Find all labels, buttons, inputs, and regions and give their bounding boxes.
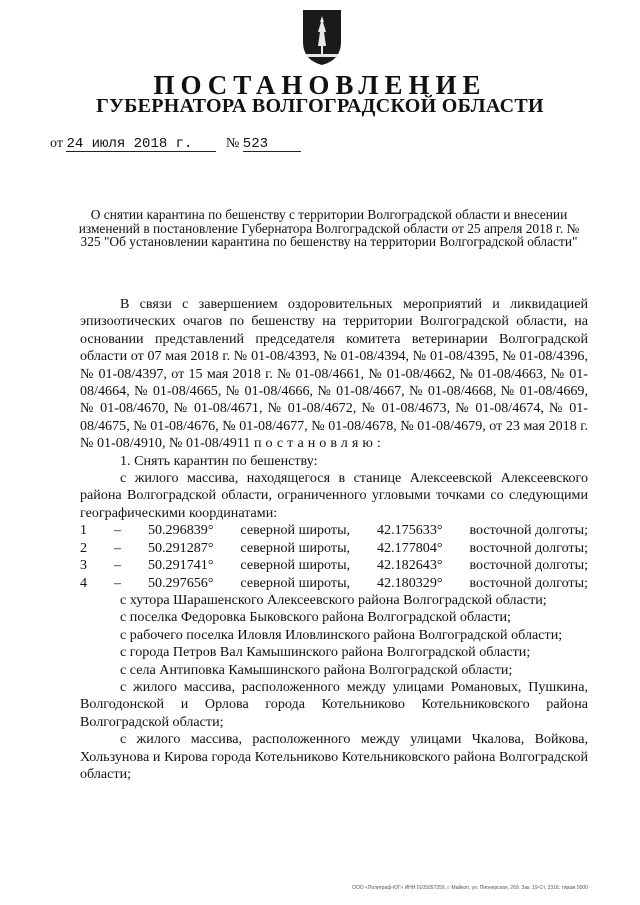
coordinate-row: 2 – 50.291287° северной широты, 42.177804° восточной долготы; bbox=[80, 539, 588, 556]
number-label: № bbox=[225, 136, 240, 151]
document-body bbox=[80, 296, 588, 783]
place-item: с села Антиповка Камышинского района Волгоградской области; bbox=[120, 661, 513, 678]
item-1-heading: 1. Снять карантин по бешенству: bbox=[120, 452, 318, 469]
coordinates-list bbox=[80, 522, 588, 592]
dateline bbox=[50, 136, 301, 152]
place-item: с рабочего поселка Иловля Иловлинского района Волгоградской области; bbox=[120, 626, 563, 643]
place-item: с жилого массива, расположенного между улицами Романовых, Пушкина, Волгодонской и Орлова города Котельниково Котельниковского района Волгоградской области; bbox=[80, 678, 588, 730]
document-issuer: ГУБЕРНАТОРА ВОЛГОГРАДСКОЙ ОБЛАСТИ bbox=[96, 95, 544, 117]
decree-word: постановляю: bbox=[253, 435, 385, 452]
printer-imprint: ООО «Полиграф-ЮГ» ИНН 0105057259, г. Майкоп, ул. Пионерская, 269. Зак. 19-Ст, 2318, тираж 5000 bbox=[352, 885, 588, 891]
document-title: ПОСТАНОВЛЕНИЕ bbox=[153, 70, 487, 100]
place-item: с хутора Шарашенского Алексеевского района Волгоградской области; bbox=[120, 591, 547, 608]
place-item: с жилого массива, расположенного между улицами Чкалова, Войкова, Хользунова и Кирова города Котельниково Котельниковского района Волгоградской области; bbox=[80, 731, 588, 782]
date-prefix: от bbox=[50, 136, 63, 151]
place-item: с города Петров Вал Камышинского района Волгоградской области; bbox=[120, 644, 531, 661]
document-subject: О снятии карантина по бешенству с территории Волгоградской области и внесении изменений в постановление Губернатора Волгоградской области от 25 апреля 2018 г. № 325 "Об установлении карантина по бешенству на территории Волгоградской области" bbox=[78, 207, 580, 249]
document-date: 24 июля 2018 г. bbox=[66, 136, 193, 152]
preamble: В связи с завершением оздоровительных мероприятий и ликвидацией эпизоотических очагов по бешенству на территории Волгоградской области, на основании представлений председателя комитета ветеринарии Волгоградской области от 07 мая 2018 г. № 01-08/4393, № 01-08/4394, № 01-08/4395, № 01-08/4396, № 01-08/4397, от 15 мая 2018 г. № 01-08/4661, № 01-08/4662, № 01-08/4663, № 01-08/4664, № 01-08/4665, № 01-08/4666, № 01-08/4667, № 01-08/4668, № 01-08/4669, № 01-08/4670, № 01-08/4671, № 01-08/4672, № 01-08/4673, № 01-08/4674, № 01-08/4675, № 01-08/4676, № 01-08/4677, № 01-08/4678, № 01-08/4679, от 23 мая 2018 г. № 01-08/4910, № 01-08/4911 постановляю: bbox=[80, 296, 588, 452]
coat-of-arms-icon bbox=[301, 8, 343, 66]
coordinate-row: 1 – 50.296839° северной широты, 42.175633° восточной долготы; bbox=[80, 522, 588, 539]
alekseevskaya-paragraph: с жилого массива, находящегося в станице Алексеевской Алексеевского района Волгоградской области, ограниченного угловыми точками со следующими географическими координатами: bbox=[80, 470, 588, 521]
document-number: 523 bbox=[242, 136, 269, 152]
coordinate-row: 4 – 50.297656° северной широты, 42.180329° восточной долготы; bbox=[80, 574, 588, 591]
coordinate-row: 3 – 50.291741° северной широты, 42.182643° восточной долготы; bbox=[80, 557, 588, 574]
place-item: с поселка Федоровка Быковского района Волгоградской области; bbox=[120, 609, 511, 626]
